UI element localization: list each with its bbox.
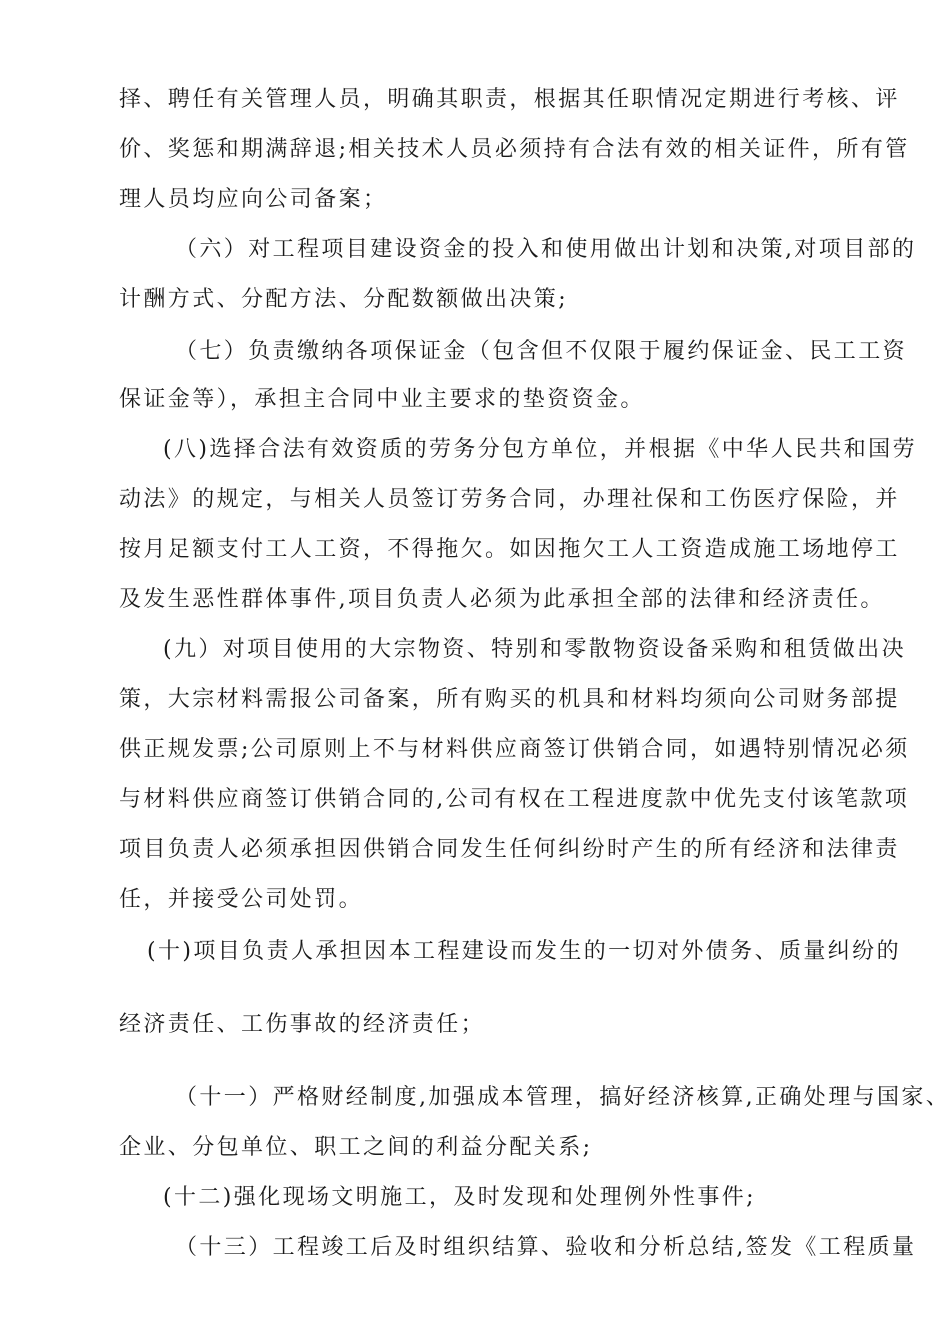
text-line: 与材料供应商签订供销合同的,公司有权在工程进度款中优先支付该笔款项 [119,787,910,812]
text-line: 项目负责人必须承担因供销合同发生任何纠纷时产生的所有经济和法律责 [119,837,900,862]
paragraph-ten-start: (十)项目负责人承担因本工程建设而发生的一切对外债务、质量纠纷的 [147,939,901,964]
text-line: 理人员均应向公司备案； [119,187,388,212]
text-line: 计酬方式、分配方法、分配数额做出决策; [119,287,569,312]
paragraph-twelve: (十二)强化现场文明施工，及时发现和处理例外性事件; [163,1185,756,1210]
text-line: 择、聘任有关管理人员，明确其职责，根据其任职情况定期进行考核、评 [119,87,900,112]
text-line: 供正规发票;公司原则上不与材料供应商签订供销合同，如遇特别情况必须 [119,737,910,762]
paragraph-thirteen-start: （十三）工程竣工后及时组织结算、验收和分析总结,签发《工程质量 [175,1235,917,1260]
paragraph-seven-start: （七）负责缴纳各项保证金（包含但不仅限于履约保证金、民工工资 [175,339,908,364]
text-line: 及发生恶性群体事件,项目负责人必须为此承担全部的法律和经济责任。 [119,587,885,612]
text-line: 经济责任、工伤事故的经济责任； [119,1012,486,1037]
paragraph-six-start: （六）对工程项目建设资金的投入和使用做出计划和决策,对项目部的 [175,237,917,262]
paragraph-nine-start: (九）对项目使用的大宗物资、特别和零散物资设备采购和租赁做出决 [163,637,906,662]
text-line: 策，大宗材料需报公司备案，所有购买的机具和材料均须向公司财务部提 [119,687,900,712]
text-line: 保证金等），承担主合同中业主要求的垫资资金。 [119,387,645,412]
text-line: 价、奖惩和期满辞退;相关技术人员必须持有合法有效的相关证件，所有管 [119,137,910,162]
text-line: 企业、分包单位、职工之间的利益分配关系; [119,1135,593,1160]
text-line: 按月足额支付工人工资，不得拖欠。如因拖欠工人工资造成施工场地停工 [119,537,900,562]
text-line: 动法》的规定，与相关人员签订劳务合同，办理社保和工伤医疗保险，并 [119,487,900,512]
paragraph-eight-start: (八)选择合法有效资质的劳务分包方单位，并根据《中华人民共和国劳 [163,437,917,462]
text-line: 任，并接受公司处罚。 [119,887,364,912]
paragraph-eleven-start: （十一）严格财经制度,加强成本管理，搞好经济核算,正确处理与国家、 [175,1085,950,1110]
